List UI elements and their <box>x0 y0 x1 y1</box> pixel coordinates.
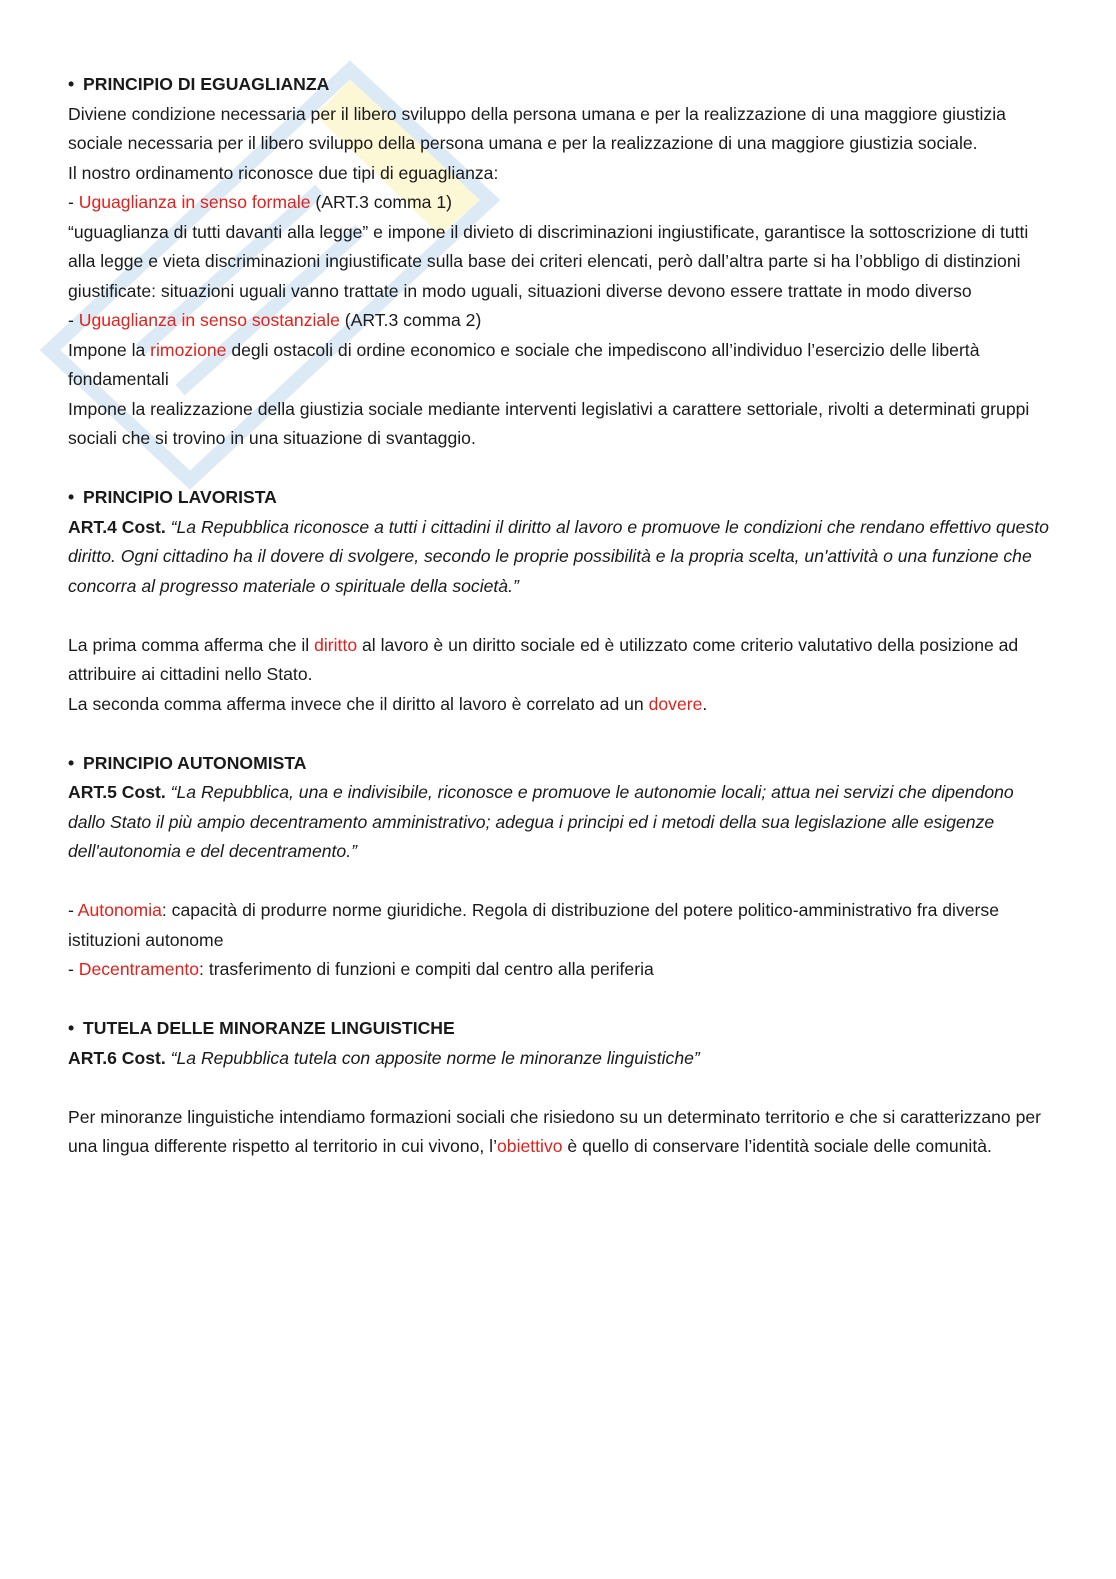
list-item: - Uguaglianza in senso formale (ART.3 comma 1) <box>68 192 452 212</box>
article-quote: ART.6 Cost. “La Repubblica tutela con apposite norme le minoranze linguistiche” <box>68 1047 700 1068</box>
article-reference: ART.6 Cost. <box>68 1047 166 1068</box>
highlighted-term: Autonomia <box>77 900 162 920</box>
bullet-icon: • <box>68 74 75 94</box>
section-heading: • PRINCIPIO LAVORISTA <box>68 483 1053 513</box>
list-item: - Autonomia: capacità di produrre norme giuridiche. Regola di distribuzione del potere politico-amministrativo fra diverse istituzioni autonome <box>68 900 999 950</box>
highlighted-term: diritto <box>314 634 358 655</box>
paragraph: Impone la realizzazione della giustizia sociale mediante interventi legislativi a carattere settoriale, rivolti a determinati gruppi sociali che si trovino in una situazione di svantaggio. <box>68 398 1030 448</box>
highlighted-term: dovere <box>648 693 703 714</box>
section-heading: • PRINCIPIO AUTONOMISTA <box>68 749 1053 779</box>
highlighted-term: rimozione <box>150 339 227 360</box>
section-heading: • PRINCIPIO DI EGUAGLIANZA <box>68 70 1053 100</box>
bullet-icon: • <box>68 1018 75 1038</box>
paragraph: “uguaglianza di tutti davanti alla legge” e impone il divieto di discriminazioni ingiustificate, garantisce la sottoscrizione di tutti alla legge e vieta discriminazioni ingiustificate sulla base dei criteri elencati, però dall’altra parte si ha l’obbligo di distinzioni giustificate: situazioni uguali vanno trattate in modo uguali, situazioni diverse devono essere trattate in modo diverso <box>68 221 1029 301</box>
article-quote: ART.5 Cost. “La Repubblica, una e indivisibile, riconosce e promuove le autonomie locali; attua nei servizi che dipendono dallo Stato il più ampio decentramento amministrativo; adegua i principi ed i metodi della sua legislazione alle esigenze dell'autonomia e del decentramento.” <box>68 782 1014 861</box>
paragraph: Il nostro ordinamento riconosce due tipi di eguaglianza: <box>68 162 499 183</box>
highlighted-term: obiettivo <box>497 1136 563 1156</box>
document-body <box>68 70 1053 1162</box>
highlighted-term: Uguaglianza in senso formale <box>78 192 311 212</box>
paragraph: Per minoranze linguistiche intendiamo formazioni sociali che risiedono su un determinato territorio e che si caratterizzano per una lingua differente rispetto al territorio in cui vivono, l’obiettivo è quello di conservare l’identità sociale delle comunità. <box>68 1106 1042 1156</box>
highlighted-term: Uguaglianza in senso sostanziale <box>78 310 340 330</box>
article-reference: ART.4 Cost. <box>68 516 166 537</box>
list-item: - Decentramento: trasferimento di funzioni e compiti dal centro alla periferia <box>68 959 654 979</box>
bullet-icon: • <box>68 752 75 773</box>
paragraph: La seconda comma afferma invece che il diritto al lavoro è correlato ad un dovere. <box>68 693 708 714</box>
article-reference: ART.5 Cost. <box>68 782 166 802</box>
paragraph: La prima comma afferma che il diritto al lavoro è un diritto sociale ed è utilizzato come criterio valutativo della posizione ad attribuire ai cittadini nello Stato. <box>68 634 1019 684</box>
highlighted-term: Decentramento <box>78 959 200 979</box>
list-item: - Uguaglianza in senso sostanziale (ART.3 comma 2) <box>68 310 482 330</box>
bullet-icon: • <box>68 487 75 507</box>
paragraph: Diviene condizione necessaria per il libero sviluppo della persona umana e per la realizzazione di una maggiore giustizia sociale necessaria per il libero sviluppo della persona umana e per la realizzazione di una maggiore giustizia sociale. <box>68 103 1006 153</box>
paragraph: Impone la rimozione degli ostacoli di ordine economico e sociale che impediscono all’individuo l’esercizio delle libertà fondamentali <box>68 339 980 389</box>
article-quote: ART.4 Cost. “La Repubblica riconosce a tutti i cittadini il diritto al lavoro e promuove le condizioni che rendano effettivo questo diritto. Ogni cittadino ha il dovere di svolgere, secondo le proprie possibilità e la propria scelta, un'attività o una funzione che concorra al progresso materiale o spirituale della società.” <box>68 516 1049 596</box>
section-heading: • TUTELA DELLE MINORANZE LINGUISTICHE <box>68 1014 1053 1044</box>
